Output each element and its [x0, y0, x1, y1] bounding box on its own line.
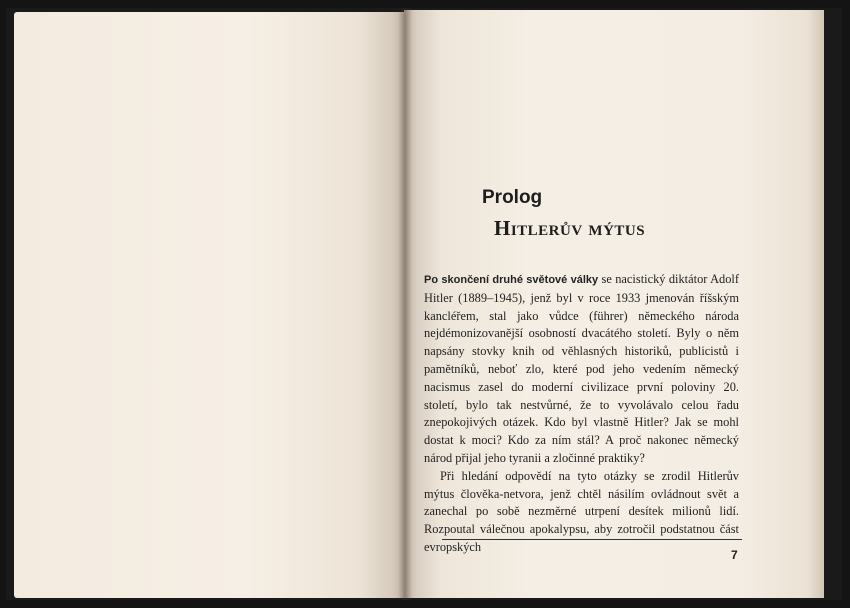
- page-number: 7: [731, 548, 738, 562]
- chapter-title: Hitlerův mýtus: [494, 216, 646, 240]
- prolog-label: Prolog: [482, 187, 543, 208]
- book-spine: [398, 8, 412, 600]
- lead-in: Po skončení druhé světové války: [424, 274, 599, 286]
- footer-rule: [442, 539, 742, 540]
- body-text: [424, 271, 739, 557]
- paragraph-2: Při hledání odpovědí na tyto otázky se zrodil Hitlerův mýtus člověka-netvora, jenž chtěl násilím ovládnout svět a zanechal po sobě nezměrné utrpení desítek milionů lidí. Rozpoutal válečnou apokalypsu, aby zotročil podstatnou část evropských: [424, 468, 739, 554]
- paragraph-1: [424, 271, 739, 468]
- paragraph-1-text: se nacistický diktátor Adolf Hitler (1889–1945), jenž byl v roce 1933 jmenován říšským kancléřem, stal jako vůdce (führer) německého národa nejdémonizovanější osobností dvacátého století. Byly o něm napsány stovky knih od věhlasných historiků, publicistů i pamětníků, neboť zlo, které pod jeho vedením německý nacismus zasel do moderní civilizace první poloviny 20. století, bylo tak nestvůrné, že to vyvolávalo celou řadu znepokojivých otázek. Kdo byl vlastně Hitler? Jak se mohl dostat k moci? Kdo za ním stál? A proč nakonec německý národ přijal jeho tyranii a zločinné praktiky?: [424, 272, 739, 465]
- left-page: [14, 12, 404, 598]
